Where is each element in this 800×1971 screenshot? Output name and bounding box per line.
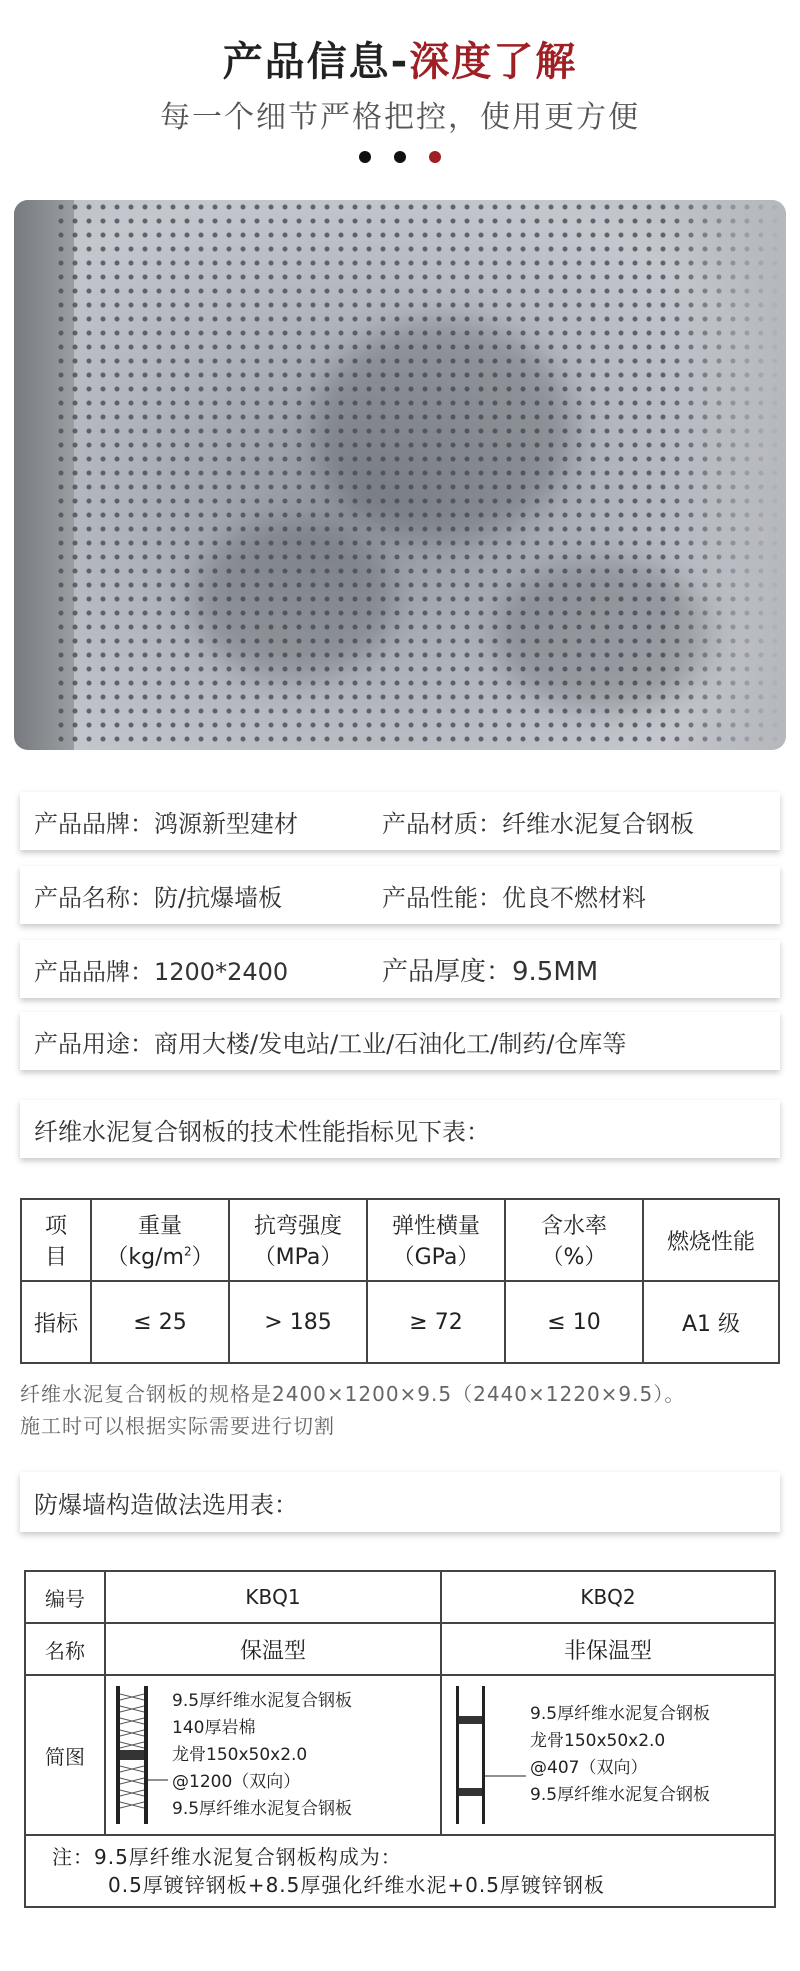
spec-value-bending-strength: > 185 (229, 1281, 367, 1363)
kbq1-layer-4: @1200（双向） (172, 1771, 301, 1792)
dot-1 (359, 151, 371, 163)
spec-table (20, 1198, 780, 1364)
kbq1-name: 保温型 (105, 1623, 441, 1675)
spec-header-combustion: 燃烧性能 (643, 1199, 779, 1281)
spec-note (20, 1378, 790, 1442)
info-row-4 (20, 1012, 780, 1070)
title-accent: 深度了解 (409, 39, 578, 85)
photo-wall (666, 200, 786, 750)
kbq1-layer-3: 龙骨150x50x2.0 (172, 1744, 308, 1765)
label-name: 名称 (25, 1623, 105, 1675)
selection-note-line-1: 注：9.5厚纤维水泥复合钢板构成为： (52, 1845, 402, 1869)
spec-row-label: 指标 (21, 1281, 91, 1363)
page-subtitle: 每一个细节严格把控，使用更方便 (160, 100, 640, 135)
info-row-1 (20, 792, 780, 850)
selection-title-row (20, 1472, 780, 1532)
spec-note-line-2: 施工时可以根据实际需要进行切割 (20, 1414, 335, 1438)
info-row-5 (20, 1100, 780, 1158)
kbq2-wall-section-diagram (442, 1680, 530, 1830)
kbq1-layer-1: 9.5厚纤维水泥复合钢板 (172, 1690, 353, 1711)
kbq2-layer-4: 9.5厚纤维水泥复合钢板 (530, 1785, 711, 1805)
kbq1-layer-2: 140厚岩棉 (172, 1717, 256, 1738)
dot-3-active (429, 151, 441, 163)
spec-value-combustion: A1 级 (643, 1281, 779, 1363)
kbq1-wall-section-diagram (106, 1680, 172, 1830)
kbq2-name: 非保温型 (441, 1623, 775, 1675)
label-code: 编号 (25, 1571, 105, 1623)
dot-2 (394, 151, 406, 163)
selection-note (25, 1835, 775, 1907)
info-spec-intro: 纤维水泥复合钢板的技术性能指标见下表： (34, 1117, 490, 1146)
selection-note-line-2: 0.5厚镀锌钢板+8.5厚强化纤维水泥+0.5厚镀锌钢板 (108, 1873, 605, 1897)
spec-header-weight: 重量 $(kg/m^2)$ (91, 1199, 229, 1281)
kbq2-layer-2: 龙骨150x50x2.0 (530, 1731, 666, 1751)
kbq1-layer-list (172, 1688, 352, 1823)
selection-row-diagram (25, 1675, 775, 1835)
spec-value-elastic-modulus: ≥ 72 (367, 1281, 505, 1363)
section-header (0, 0, 800, 190)
spec-value-weight: ≤ 25 (91, 1281, 229, 1363)
info-performance: 产品性能：优良不燃材料 (382, 883, 646, 912)
selection-table (24, 1570, 776, 1908)
selection-row-name (25, 1623, 775, 1675)
spec-table-value-row (21, 1281, 779, 1363)
kbq1-layer-5: 9.5厚纤维水泥复合钢板 (172, 1798, 353, 1819)
photo-shading (194, 520, 394, 680)
product-photo (14, 200, 786, 750)
info-material: 产品材质：纤维水泥复合钢板 (382, 809, 694, 838)
selection-row-note (25, 1835, 775, 1907)
spec-value-moisture: ≤ 10 (505, 1281, 643, 1363)
pagination-dots (0, 148, 800, 167)
kbq2-layer-list (530, 1701, 710, 1809)
label-diagram: 简图 (25, 1675, 105, 1835)
kbq1-code: KBQ1 (105, 1571, 441, 1623)
info-row-2 (20, 866, 780, 924)
info-product-name: 产品名称：防/抗爆墙板 (34, 883, 283, 912)
kbq2-code: KBQ2 (441, 1571, 775, 1623)
info-brand: 产品品牌：鸿源新型建材 (34, 809, 298, 838)
photo-shading (314, 320, 574, 540)
selection-title: 防爆墙构造做法选用表： (34, 1490, 298, 1519)
page-title (0, 30, 800, 87)
title-main: 产品信息- (222, 39, 410, 85)
spec-note-line-1: 纤维水泥复合钢板的规格是2400×1200×9.5（2440×1220×9.5）。 (20, 1382, 686, 1406)
kbq2-diagram-cell (441, 1675, 775, 1835)
info-row-3 (20, 940, 780, 998)
kbq1-diagram-cell (105, 1675, 441, 1835)
info-usage: 产品用途：商用大楼/发电站/工业/石油化工/制药/仓库等 (34, 1029, 627, 1058)
kbq2-layer-3: @407（双向） (530, 1758, 648, 1778)
info-size: 产品品牌：1200*2400 (34, 957, 289, 986)
spec-header-item: 项 目 (21, 1199, 91, 1281)
selection-row-code (25, 1571, 775, 1623)
spec-header-moisture: 含水率 （%） (505, 1199, 643, 1281)
spec-table-header-row (21, 1199, 779, 1281)
spec-header-elastic-modulus: 弹性横量 （GPa） (367, 1199, 505, 1281)
info-thickness: 产品厚度：9.5MM (382, 956, 599, 987)
kbq2-layer-1: 9.5厚纤维水泥复合钢板 (530, 1704, 711, 1724)
spec-header-bending-strength: 抗弯强度 （MPa） (229, 1199, 367, 1281)
